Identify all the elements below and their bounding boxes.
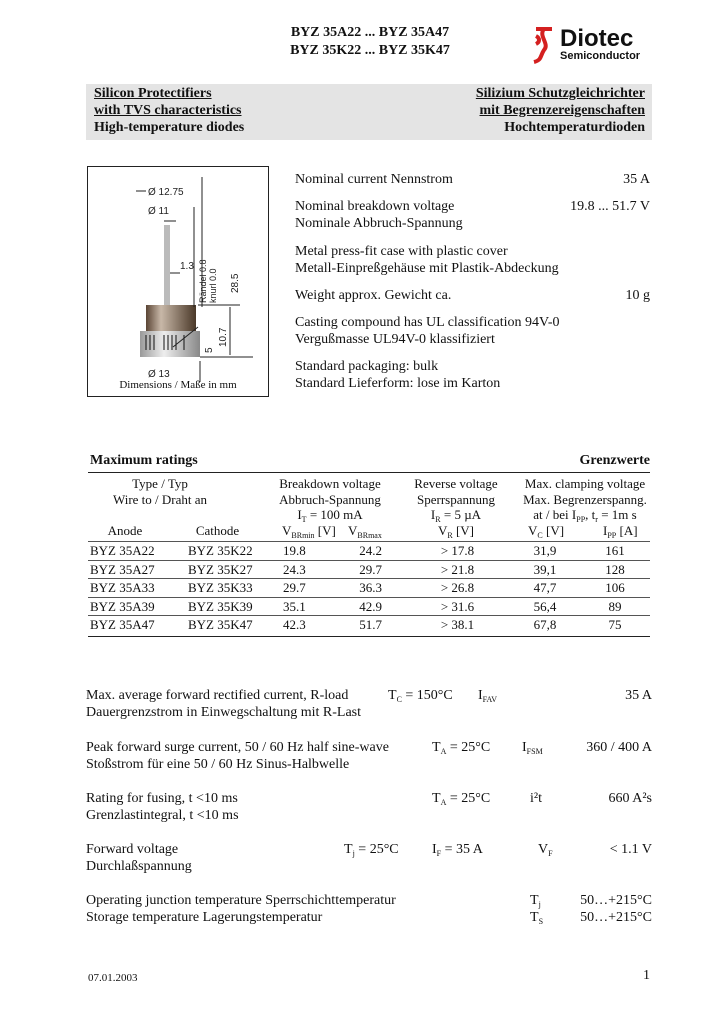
table-cell: 161 <box>605 543 625 558</box>
param-label: Operating junction temperature Sperrschichttemperatur <box>86 893 396 908</box>
table-cell: 29.7 <box>359 561 382 577</box>
desc-en-1: Silicon Protectifiers <box>94 86 212 101</box>
desc-de-2: mit Begrenzereigenschaften <box>479 103 645 118</box>
table-cell: 56,4 <box>533 598 557 614</box>
param-condition: $T_j = 25^\circ C$ <box>344 842 399 858</box>
spec-breakdown-de: Nominale Abbruch-Spannung <box>295 216 463 231</box>
table-cell: 89 <box>608 598 622 614</box>
footer-page-number: 1 <box>643 968 650 983</box>
table-cell: 24.3 <box>283 561 306 577</box>
dim-cap-diameter: Ø 11 <box>148 206 169 217</box>
table-cell: BYZ 35A22 <box>90 543 155 558</box>
table-cell: BYZ 35A47 <box>90 617 155 632</box>
spec-packaging: Standard packaging: bulk <box>295 359 439 374</box>
th-reverse-cond: $I_R = 5$ µA <box>430 507 482 524</box>
diode-outline-icon <box>88 167 268 396</box>
param-value: 360 / 400 A <box>586 740 652 755</box>
table-cell: 42.3 <box>283 617 306 632</box>
note-raendel: Rändel 0.8 <box>198 259 208 303</box>
logo-mark-icon <box>530 26 556 64</box>
param-symbol: i²t <box>530 791 542 806</box>
table-cell: 31,9 <box>533 543 557 558</box>
spec-nominal-current-value: 35 A <box>623 172 650 187</box>
th-clamping-cond: at / bei $I_{PP}$, $t_r = 1m$ s <box>533 507 637 524</box>
th-breakdown: Breakdown voltage <box>279 476 381 491</box>
param-symbol: $I_{FSM}$ <box>522 740 543 756</box>
th-vbrmax: $V_{BRmax}$ <box>348 523 382 540</box>
dim-total-height: 28.5 <box>230 273 241 293</box>
logo-text: Diotec <box>560 25 634 52</box>
spec-casting: Casting compound has UL classification 94V-0 <box>295 315 560 330</box>
ratings-title: Maximum ratings <box>90 453 198 468</box>
table-cell: 36.3 <box>359 580 382 595</box>
table-cell: BYZ 35K27 <box>188 561 253 577</box>
dimension-drawing <box>87 166 269 397</box>
desc-de-1: Silizium Schutzgleichrichter <box>475 86 645 101</box>
table-cell: > 38.1 <box>440 617 475 632</box>
title-line-2: BYZ 35K22 ... BYZ 35K47 <box>290 43 450 58</box>
th-wire: Wire to / Draht an <box>112 492 208 507</box>
param-label: Peak forward surge current, 50 / 60 Hz half sine-wave <box>86 740 389 755</box>
dim-base-diameter: Ø 13 <box>148 369 170 380</box>
param-symbol: $V_F$ <box>538 842 553 858</box>
dim-lead: 1.3 <box>180 261 194 272</box>
table-cell: > 26.8 <box>440 580 475 595</box>
table-cell: 42.9 <box>359 598 382 614</box>
table-cell: 128 <box>605 561 625 577</box>
param-value: 50…+215°C <box>580 893 652 908</box>
title-line-1: BYZ 35A22 ... BYZ 35A47 <box>290 25 450 40</box>
th-vc: $V_C$ [V] <box>528 523 565 540</box>
desc-en-2: with TVS characteristics <box>94 103 242 118</box>
param-label: Rating for fusing, t <10 ms <box>86 791 238 806</box>
diotec-logo <box>530 26 660 66</box>
dim-body-height: 10.7 <box>218 327 229 347</box>
param-label: Max. average forward rectified current, R-load <box>86 688 349 703</box>
param-label-de: Grenzlastintegral, t <10 ms <box>86 808 239 823</box>
table-cell: BYZ 35K33 <box>188 580 253 595</box>
th-breakdown-de: Abbruch-Spannung <box>279 492 381 507</box>
param-symbol: $I_{FAV}$ <box>478 688 498 704</box>
param-label-de: Dauergrenzstrom in Einwegschaltung mit R-Last <box>86 705 362 720</box>
param-condition: $T_C = 150^\circ C$ <box>388 688 453 704</box>
table-cell: 51.7 <box>359 617 382 632</box>
desc-en-3: High-temperature diodes <box>94 120 245 135</box>
table-cell: 24.2 <box>359 543 382 558</box>
param-label-de: Durchlaßspannung <box>86 859 192 874</box>
spec-packaging-de: Standard Lieferform: lose im Karton <box>295 376 501 391</box>
spec-casting-de: Vergußmasse UL94V-0 klassifiziert <box>295 332 495 347</box>
table-cell: 35.1 <box>283 598 306 614</box>
th-clamping: Max. clamping voltage <box>524 476 646 491</box>
th-anode: Anode <box>107 523 143 538</box>
table-cell: 47,7 <box>533 580 557 595</box>
param-value: 50…+215°C <box>580 910 652 925</box>
table-cell: BYZ 35K22 <box>188 543 253 558</box>
spec-breakdown-value: 19.8 ... 51.7 V <box>570 199 650 214</box>
spec-case: Metal press-fit case with plastic cover <box>295 244 508 259</box>
desc-de-3: Hochtemperaturdioden <box>504 120 645 135</box>
th-breakdown-cond: $I_T = 100$ mA <box>297 507 363 524</box>
spec-nominal-current: Nominal current Nennstrom <box>295 172 453 187</box>
dim-outer-diameter: Ø 12.75 <box>148 187 184 198</box>
table-cell: BYZ 35A33 <box>90 580 155 595</box>
dim-knurl-height: 5 <box>204 347 215 353</box>
table-cell: BYZ 35A39 <box>90 598 155 614</box>
footer-date: 07.01.2003 <box>88 972 138 984</box>
table-cell: BYZ 35K39 <box>188 598 253 614</box>
spec-breakdown: Nominal breakdown voltage <box>295 199 455 214</box>
param-condition: $T_A = 25^\circ C$ <box>432 791 491 807</box>
table-cell: 67,8 <box>533 617 557 632</box>
th-vr: $V_R$ [V] <box>437 523 475 540</box>
table-cell: 19.8 <box>283 543 306 558</box>
table-cell: 39,1 <box>533 561 557 577</box>
param-symbol: $T_j$ <box>530 893 541 909</box>
note-knurl: knurl 0.0 <box>208 268 218 303</box>
table-cell: > 31.6 <box>440 598 475 614</box>
table-cell: 106 <box>605 580 625 595</box>
param-label: Forward voltage <box>86 842 179 857</box>
th-ipp: $I_{PP}$ [A] <box>603 523 638 540</box>
param-condition: $T_A = 25^\circ C$ <box>432 740 491 756</box>
param-value: < 1.1 V <box>609 842 652 857</box>
param-condition: $I_F = 35$ A <box>432 842 483 858</box>
spec-weight: Weight approx. Gewicht ca. <box>295 288 452 303</box>
spec-weight-value: 10 g <box>625 288 650 303</box>
th-reverse-de: Sperrspannung <box>417 492 495 507</box>
dimension-caption: Dimensions / Maße in mm <box>119 379 237 391</box>
th-reverse: Reverse voltage <box>414 476 498 491</box>
table-cell: 29.7 <box>283 580 306 595</box>
table-cell: BYZ 35A27 <box>90 561 155 577</box>
param-label-de: Stoßstrom für eine 50 / 60 Hz Sinus-Halbwelle <box>86 757 350 772</box>
spec-case-de: Metall-Einpreßgehäuse mit Plastik-Abdeckung <box>295 261 559 276</box>
th-cathode: Cathode <box>195 523 240 538</box>
logo-subtext: Semiconductor <box>560 50 641 62</box>
table-cell: > 17.8 <box>440 543 475 558</box>
th-clamping-de: Max. Begrenzerspanng. <box>523 492 647 507</box>
table-cell: 75 <box>608 617 622 632</box>
ratings-title-de: Grenzwerte <box>579 453 650 468</box>
th-vbrmin: $V_{BRmin}$ [V] <box>282 523 336 540</box>
param-symbol: $T_S$ <box>530 910 544 926</box>
param-value: 35 A <box>625 688 652 703</box>
param-value: 660 A²s <box>608 791 652 806</box>
table-cell: BYZ 35K47 <box>188 617 253 632</box>
table-cell: > 21.8 <box>440 561 475 577</box>
param-label: Storage temperature Lagerungstemperatur <box>86 910 323 925</box>
th-type: Type / Typ <box>132 476 188 491</box>
